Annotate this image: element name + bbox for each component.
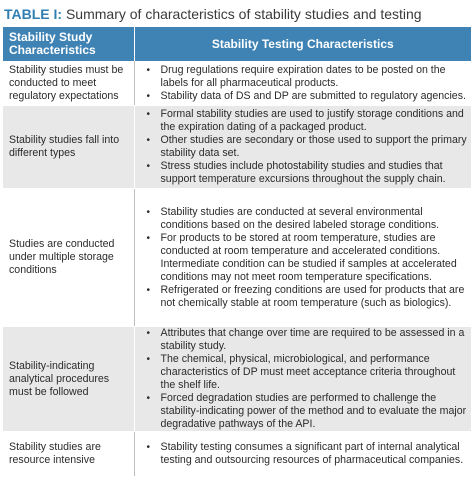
bullet-text: Drug regulations require expiration dates to be posted on the labels for all pharmaceutical products.	[160, 63, 446, 89]
bullet-icon: •	[146, 90, 151, 102]
bullet-text: Stress studies include photostability studies and studies that support temperature excursions throughout the supply chain.	[160, 160, 446, 185]
bullet-icon: •	[146, 328, 151, 339]
table-row	[3, 432, 471, 477]
bullet-icon: •	[146, 393, 151, 404]
bullet-text: Attributes that change over time are required to be assessed in a stability study.	[160, 327, 465, 352]
bullet-icon: •	[146, 354, 151, 365]
bullet-text: Stability studies are conducted at several environmental conditions based on the desired labeled storage conditions.	[160, 205, 440, 231]
row-content	[134, 106, 471, 189]
bullet-icon: •	[146, 284, 151, 296]
bullet-icon: •	[146, 135, 151, 146]
bullet-text: Other studies are secondary or those used to support the primary stability data set.	[160, 134, 467, 159]
row-label: Stability studies are resource intensive	[3, 432, 134, 477]
table-row	[3, 106, 471, 189]
list-item	[141, 392, 468, 431]
bullet-list	[141, 441, 468, 467]
list-item	[141, 90, 468, 103]
table-number: TABLE I:	[4, 6, 63, 22]
bullet-list	[141, 64, 468, 103]
bullet-icon: •	[146, 64, 151, 76]
list-item	[141, 134, 468, 160]
list-item	[141, 206, 468, 232]
list-item	[141, 353, 468, 392]
header-row	[3, 27, 471, 61]
list-item	[141, 441, 468, 467]
list-item	[141, 232, 468, 284]
table-row	[3, 61, 471, 106]
bullet-icon: •	[146, 109, 151, 120]
bullet-text: Formal stability studies are used to justify storage conditions and the expiration dating of a packaged product.	[160, 108, 464, 133]
list-item	[141, 327, 468, 353]
list-item	[141, 284, 468, 310]
row-content	[134, 189, 471, 327]
bullet-text: For products to be stored at room temperature, studies are conducted at room temperature and accelerated conditions. Intermediate condition can be studied if samples at accelerated conditions may not meet room temperature specifications.	[160, 231, 457, 283]
bullet-list	[141, 108, 468, 186]
header-study-line2: Characteristics	[9, 43, 96, 57]
bullet-list	[141, 327, 468, 431]
bullet-icon: •	[146, 206, 151, 218]
bullet-text: The chemical, physical, microbiological, and performance characteristics of DP must meet acceptance criteria throughout the shelf life.	[160, 353, 456, 391]
bullet-text: Forced degradation studies are performed to challenge the stability-indicating power of the method and to evaluate the major degradative pathways of the API.	[160, 392, 467, 430]
row-content	[134, 432, 471, 477]
row-content	[134, 327, 471, 432]
bullet-icon: •	[146, 232, 151, 244]
header-testing-characteristics: Stability Testing Characteristics	[134, 27, 471, 61]
row-label: Studies are conducted under multiple storage conditions	[3, 189, 134, 327]
header-study-line1: Stability Study	[9, 30, 93, 44]
list-item	[141, 64, 468, 90]
table-row	[3, 189, 471, 327]
characteristics-table	[3, 27, 471, 477]
list-item	[141, 160, 468, 186]
bullet-icon: •	[146, 161, 151, 172]
bullet-text: Refrigerated or freezing conditions are used for products that are not chemically stable at room temperature (such as biologics).	[160, 283, 465, 309]
bullet-list	[141, 206, 468, 310]
table-title: Summary of characteristics of stability studies and testing	[65, 6, 422, 22]
row-label: Stability studies fall into different types	[3, 106, 134, 189]
bullet-icon: •	[146, 442, 151, 453]
row-label: Stability-indicating analytical procedures must be followed	[3, 327, 134, 432]
bullet-text: Stability data of DS and DP are submitted to regulatory agencies.	[160, 89, 466, 102]
bullet-text: Stability testing consumes a significant part of internal analytical testing and outsourcing resources of pharmaceutical companies.	[160, 441, 464, 466]
header-study-characteristics	[3, 27, 134, 61]
row-content	[134, 61, 471, 106]
table-row	[3, 327, 471, 432]
table-caption	[4, 3, 422, 25]
row-label: Stability studies must be conducted to meet regulatory expectations	[3, 61, 134, 106]
list-item	[141, 108, 468, 134]
